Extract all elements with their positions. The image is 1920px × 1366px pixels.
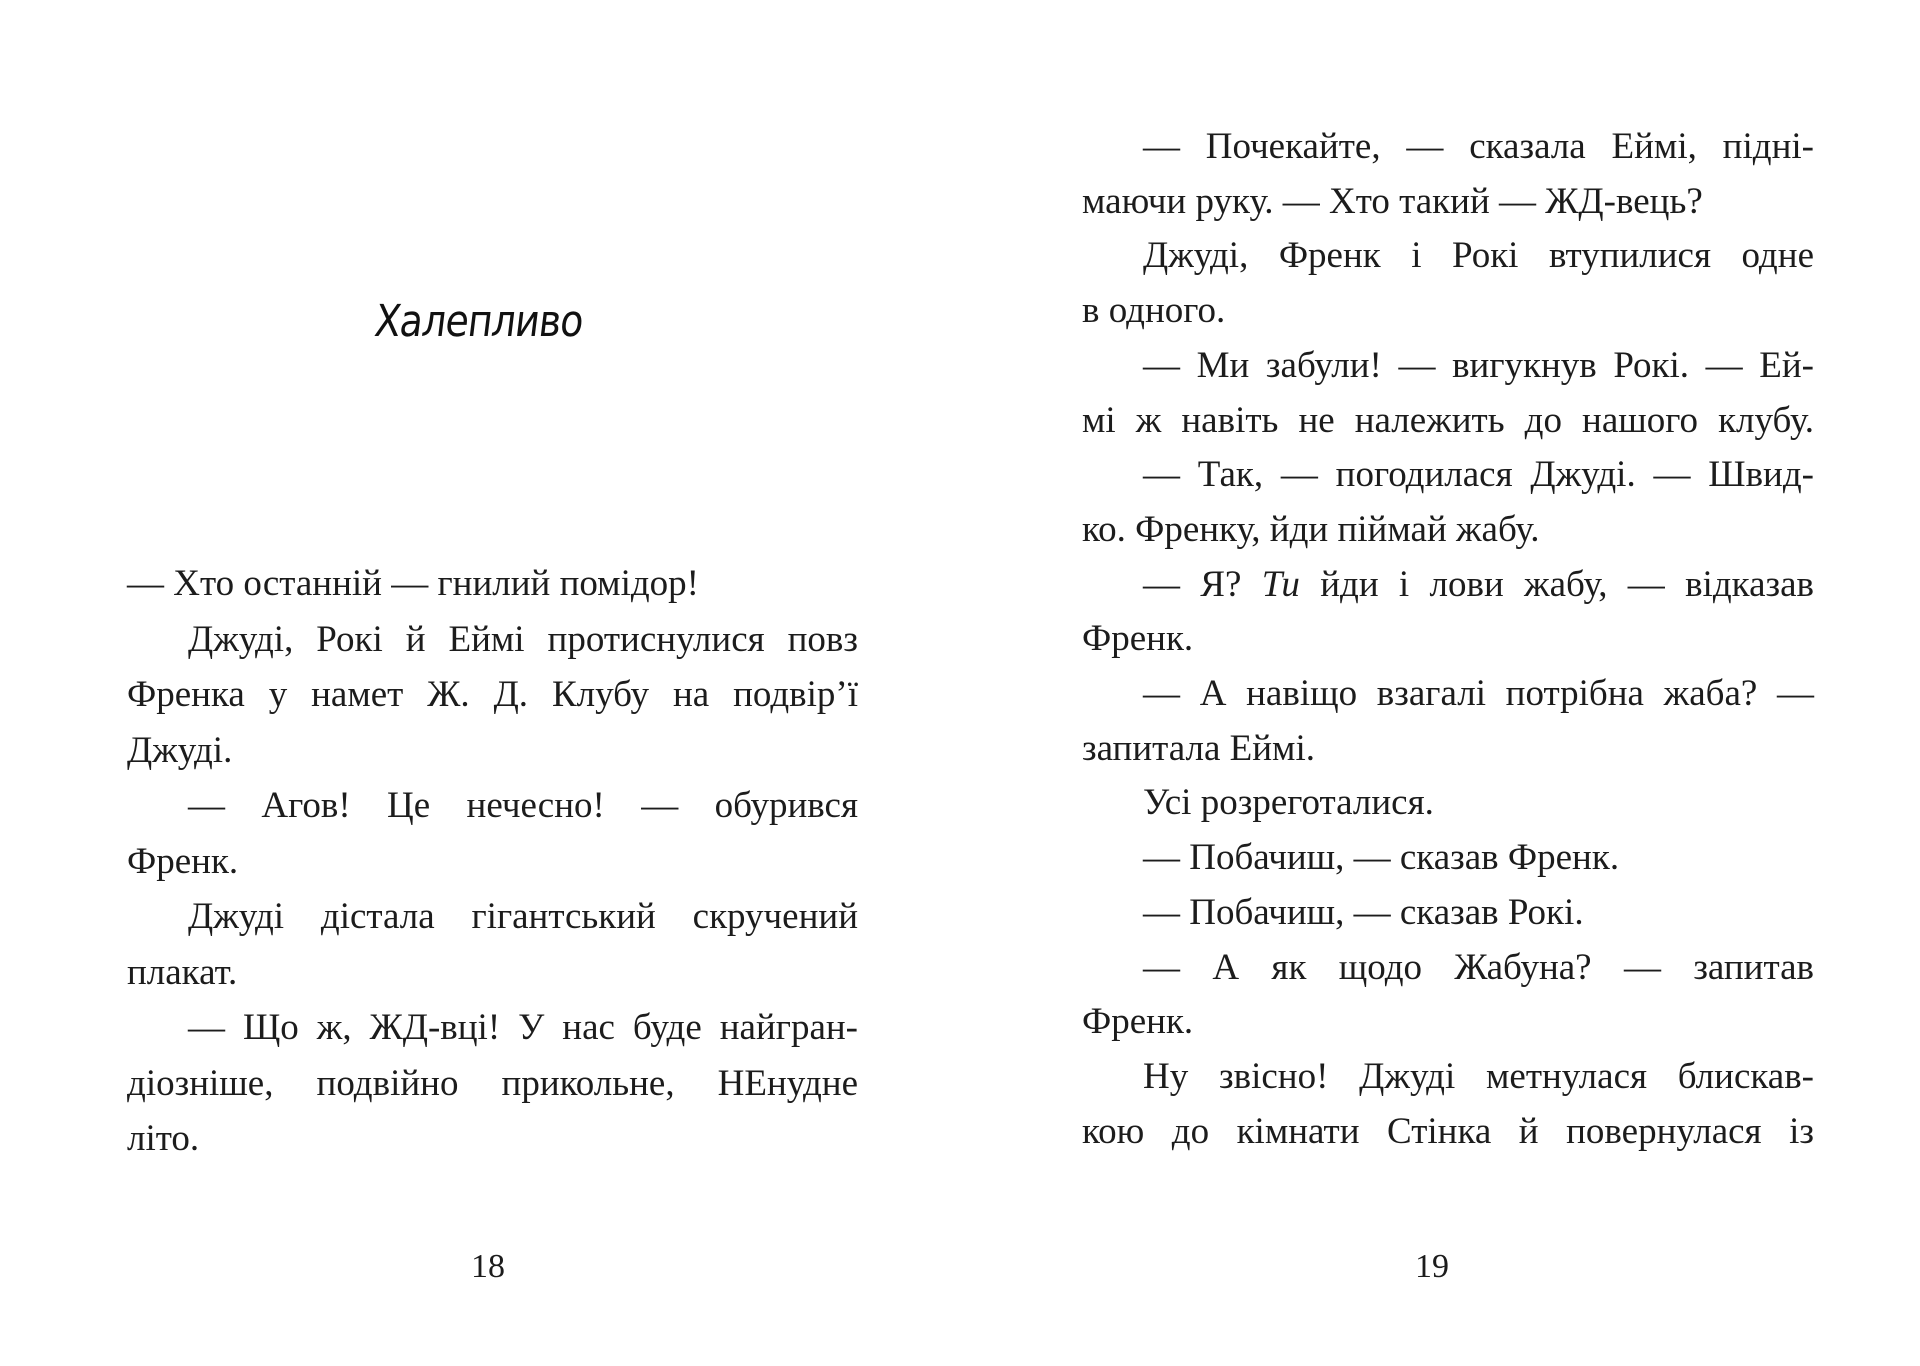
text-line: кою до кімнати Стінка й повернулася із <box>1082 1110 1814 1152</box>
page-number-left: 18 <box>471 1248 505 1285</box>
text-line: — А навіщо взагалі потрібна жаба? — <box>1143 673 1814 714</box>
text-line: плакат. <box>127 951 238 993</box>
text-line: — Почекайте, — сказала Еймі, підні- <box>1143 126 1814 167</box>
text-line: — Агов! Це нечесно! — обурився <box>188 785 858 826</box>
italic-emphasis: Ти <box>1261 563 1300 605</box>
text-line: Ну звісно! Джуді метнулася блискав- <box>1143 1055 1814 1097</box>
text-line: — Що ж, ЖД-вці! У нас буде найгран- <box>188 1007 858 1048</box>
right-page <box>960 0 1920 1366</box>
text-line: маючи руку. — Хто такий — ЖД-вець? <box>1082 180 1703 222</box>
text-line: Джуді, Френк і Рокі втупилися одне <box>1143 235 1814 277</box>
text-line: Джуді, Рокі й Еймі протиснулися повз <box>188 618 858 660</box>
text-line: — Побачиш, — сказав Рокі. <box>1143 891 1584 933</box>
text-line: — Ми забули! — вигукнув Рокі. — Ей- <box>1143 344 1814 386</box>
text-line: — А як щодо Жабуна? — запитав <box>1143 946 1814 988</box>
text-line: — Побачиш, — сказав Френк. <box>1143 837 1620 879</box>
text-line: літо. <box>127 1118 200 1159</box>
text-line: Джуді дістала гігантський скручений <box>188 896 858 937</box>
text-line: — Хто останній — гнилий помідор! <box>127 563 700 604</box>
text-line: Френк. <box>1082 618 1194 660</box>
text-line: Френка у намет Ж. Д. Клубу на подвір’ї <box>127 674 858 715</box>
text-line: Джуді. <box>127 729 233 771</box>
text-line: ко. Френку, йди піймай жабу. <box>1082 508 1540 550</box>
page-number-right: 19 <box>1415 1248 1449 1285</box>
text-line: Френк. <box>127 840 239 882</box>
text-line: діозніше, подвійно прикольне, НЕнудне <box>127 1062 858 1104</box>
text-line: запитала Еймі. <box>1082 727 1316 769</box>
text-line: в одного. <box>1082 290 1226 332</box>
text-line <box>1082 565 1814 605</box>
text-line: Френк. <box>1082 1001 1194 1043</box>
chapter-title: Халепливо <box>371 296 586 347</box>
text-run: — Я? <box>1143 563 1262 605</box>
text-line: Усі розреготалися. <box>1143 782 1434 824</box>
text-run: йди і лови жабу, — відказав <box>1299 563 1814 605</box>
text-line: мі ж навіть не належить до нашого клубу. <box>1082 399 1814 441</box>
text-line: — Так, — погодилася Джуді. — Швид- <box>1143 454 1814 496</box>
